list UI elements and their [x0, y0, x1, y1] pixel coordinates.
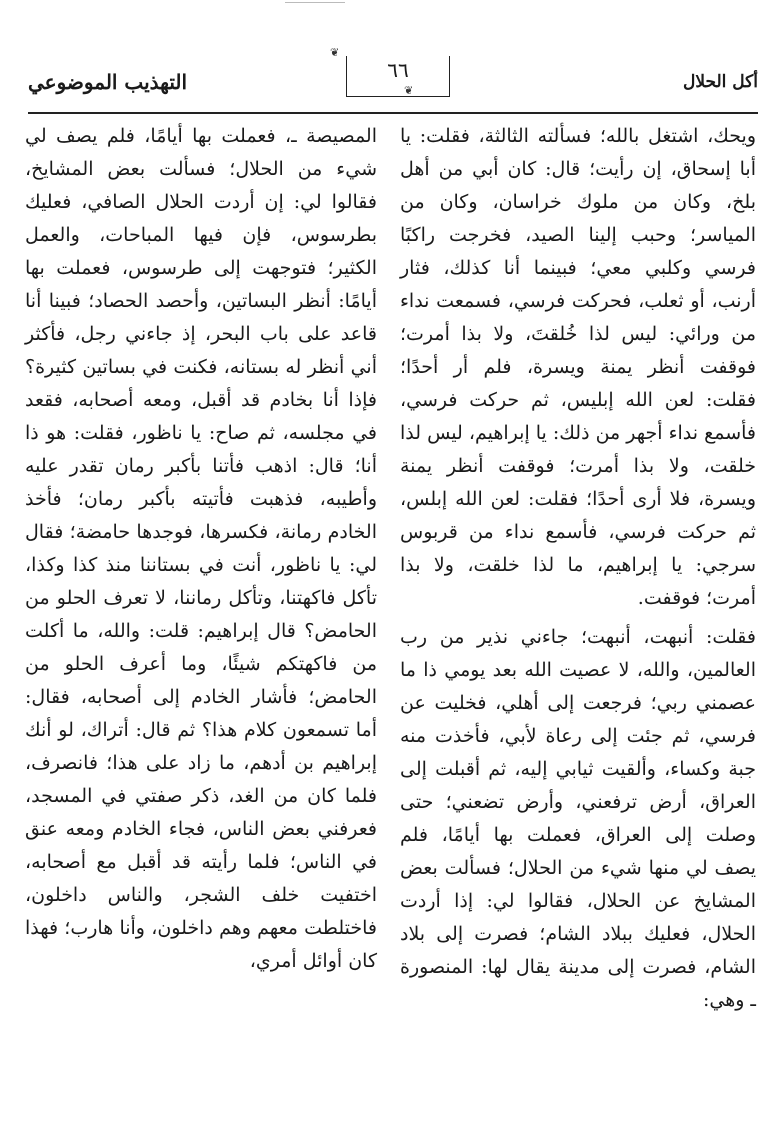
left-column: [25, 120, 377, 978]
page-header: [28, 48, 758, 112]
ornament-icon: ❦: [404, 84, 414, 97]
top-edge-mark: [285, 2, 345, 3]
chapter-title: أكل الحلال: [683, 72, 758, 92]
header-rule: [28, 112, 758, 114]
paragraph: ويحك، اشتغل بالله؛ فسألته الثالثة، فقلت: يا أبا إسحاق، إن رأيت؛ قال: كان أبي من أهل بلخ، وكان من ملوك خراسان، وكان من المياسر؛ وحبب إلينا الصيد، فخرجت راكبًا فرسي وكلبي معي؛ فبينما أنا كذلك، فثار أرنب، أو ثعلب، فحركت فرسي، فسمعت نداء من ورائي: ليس لذا خُلقتَ، ولا بذا أمرت؛ فوقفت أنظر يمنة ويسرة، فلم أر أحدًا؛ فقلت: لعن الله إبليس، ثم حركت فرسي، فأسمع نداء أجهر من ذلك: يا إبراهيم، ليس لذا خلقت، ولا بذا أمرت؛ فوقفت أنظر يمنة ويسرة، فلا أرى أحدًا؛ فقلت: لعن الله إبلس، ثم حركت فرسي، فأسمع نداء من قربوس سرجي: يا إبراهيم، ما لذا خلقت، ولا بذا أمرت؛ فوقفت.: [400, 125, 756, 609]
page-number: ٦٦: [387, 58, 409, 82]
right-column: [400, 120, 756, 1017]
ornament-icon: ❦: [330, 46, 340, 59]
page-number-box: [346, 56, 450, 97]
paragraph: المصيصة ـ، فعملت بها أيامًا، فلم يصف لي شيء من الحلال؛ فسألت بعض المشايخ، فقالوا لي: إن أردت الحلال الصافي، فعليك بطرسوس، فإن فيها المباحات، والعمل الكثير؛ فتوجهت إلى طرسوس، فعملت بها أيامًا: أنظر البساتين، وأحصد الحصاد؛ فبينا أنا قاعد على باب البحر، إذ جاءني رجل، فأكثر أني أنظر له بستانه، فكنت في بساتين كثيرة؟ فإذا أنا بخادم قد أقبل، ومعه أصحابه، فقعد في مجلسه، ثم صاح: يا ناظور، فقلت: هو ذا أنا؛ قال: اذهب فأتنا بأكبر رمان تقدر عليه وأطيبه، فذهبت فأتيته بأكبر رمان؛ فأخذ الخادم رمانة، فكسرها، فوجدها حامضة؛ فقال لي: يا ناظور، أنت في بستاننا منذ كذا وكذا، تأكل فاكهتنا، وتأكل رماننا، لا تعرف الحلو من الحامض؟ قال إبراهيم: قلت: والله، ما أكلت من فاكهتكم شيئًا، وما أعرف الحلو من الحامض؛ فأشار الخادم إلى أصحابه، فقال: أما تسمعون كلام هذا؟ ثم قال: أتراك، لو أنك إبراهيم بن أدهم، ما زاد على هذا؛ فانصرف، فلما كان من الغد، ذكر صفتي في المسجد، فعرفني بعض الناس، فجاء الخادم ومعه عنق في الناس؛ فلما رأيته قد أقبل مع أصحابه، اختفيت خلف الشجر، والناس داخلون، فاختلطت معهم وهم داخلون، وأنا هارب؛ فهذا كان أوائل أمري،: [25, 125, 377, 972]
book-title: التهذيب الموضوعي: [28, 70, 188, 94]
paragraph: فقلت: أنبهت، أنبهت؛ جاءني نذير من رب العالمين، والله، لا عصيت الله بعد يومي ذا ما عصمني ربي؛ فرجعت إلى أهلي، فخليت عن فرسي، ثم جئت إلى رعاة لأبي، فأخذت منه جبة وكساء، وألقيت ثيابي إليه، ثم أقبلت إلى العراق، أرض ترفعني، وأرض تضعني؛ حتى وصلت إلى العراق، فعملت بها أيامًا، فلم يصف لي منها شيء من الحلال؛ فسألت بعض المشايخ عن الحلال، فقالوا لي: إذا أردت الحلال، فعليك ببلاد الشام؛ فصرت إلى بلاد الشام، فصرت إلى مدينة يقال لها: المنصورة ـ وهي:: [400, 626, 756, 1011]
